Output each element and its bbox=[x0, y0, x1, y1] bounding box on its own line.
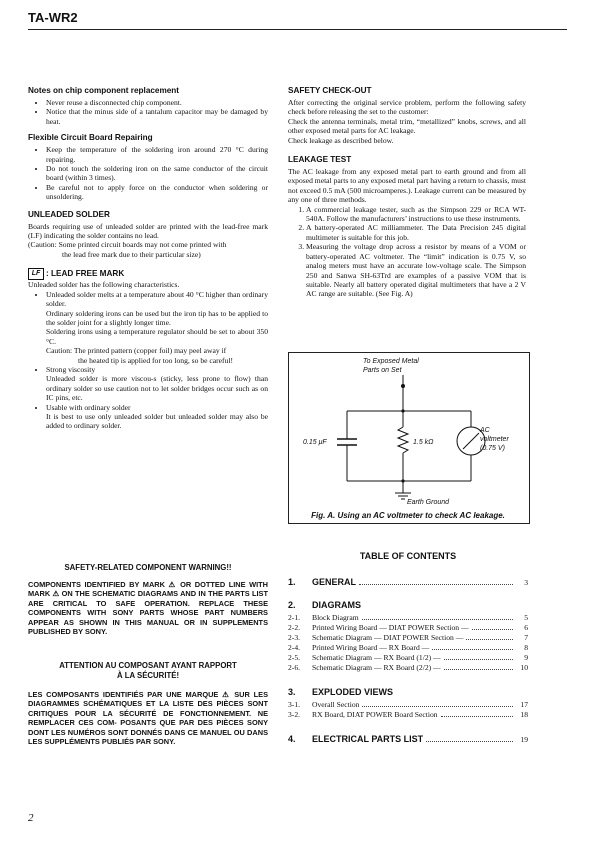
toc-item-number: 2-4. bbox=[288, 643, 301, 652]
list-item: 3. Measuring the voltage drop across a resistor by means of a VOM or battery-operated AC voltmeter. The “limit” indication is 0.75 V, so analog meters must have an accurate low-voltage scale. The Simpson 250 and Sanwa SH-63Trd are examples of a passive VOM that is suitable. Nearly all battery operated digital multimeters that have a 2 V AC range are suitable. (See Fig. A) bbox=[306, 242, 526, 298]
leakage-heading: LEAKAGE TEST bbox=[288, 155, 352, 165]
left-column bbox=[28, 86, 268, 431]
header-rule bbox=[28, 29, 567, 30]
leakage-circuit-diagram bbox=[289, 353, 529, 523]
figure-a bbox=[288, 352, 530, 524]
toc-item-label: Schematic Diagram — DIAT POWER Section — bbox=[312, 633, 464, 642]
toc-item[interactable] bbox=[288, 700, 528, 710]
warning-fr-text: LES COMPOSANTS IDENTIFIÉS PAR UNE MARQUE ⚠ SUR LES DIAGRAMMES SCHÉMATIQUES ET LA LISTE DES PIÈCES SONT CRITIQUES POUR LA SÉCURITÉ DE FONCTIONNEMENT. NE REMPLACER CES COM- POSANTS QUE PAR DES PIÈCES SONY DONT LES NUMÉROS SONT DONNÉS DANS CE MANUEL OU DANS LES SUPPLÉMENTS PUBLIÉS PAR SONY. bbox=[28, 690, 268, 747]
toc-section-label: DIAGRAMS bbox=[312, 600, 361, 610]
toc-page: 10 bbox=[520, 663, 528, 672]
page-number: 2 bbox=[28, 812, 34, 824]
toc-section-number: 3. bbox=[288, 687, 296, 697]
list-item-text: • Usable with ordinary solder bbox=[46, 402, 131, 412]
toc-section-diagrams[interactable] bbox=[288, 600, 528, 611]
list-item: • Notice that the minus side of a tantalum capacitor may be damaged by heat. bbox=[46, 107, 268, 126]
capacitor-label: 0.15 μF bbox=[303, 439, 327, 446]
safety-check-text-2: Check the antenna terminals, metal trim, “metallized” knobs, screws, and all other exposed metal parts for AC leakage. bbox=[288, 116, 526, 136]
toc-item[interactable] bbox=[288, 633, 528, 643]
toc-item[interactable] bbox=[288, 643, 528, 653]
resistor-label: 1.5 kΩ bbox=[413, 439, 434, 446]
toc-leader bbox=[362, 613, 513, 620]
toc-section-number: 4. bbox=[288, 734, 296, 744]
toc-leader bbox=[432, 643, 513, 650]
list-item-text: Ordinary soldering irons can be used but the iron tip has to be applied to the solder joint for a slightly longer time. bbox=[46, 308, 268, 327]
toc-section-number: 2. bbox=[288, 600, 296, 610]
lead-free-intro: Unleaded solder has the following characteristics. bbox=[28, 280, 180, 290]
toc-page: 17 bbox=[520, 700, 528, 709]
toc-item[interactable] bbox=[288, 653, 528, 663]
toc-section-label: GENERAL bbox=[312, 577, 357, 587]
list-item: • Keep the temperature of the soldering iron around 270 °C during repairing. bbox=[46, 145, 268, 164]
ac-label-1: AC bbox=[480, 427, 490, 434]
toc-item-label: Schematic Diagram — RX Board (1/2) — bbox=[312, 653, 441, 662]
toc-item-number: 3-1. bbox=[288, 700, 301, 709]
lead-free-list bbox=[28, 290, 268, 431]
toc-item-label: Block Diagram bbox=[312, 613, 359, 622]
warning-fr-title-1: ATTENTION AU COMPOSANT AYANT RAPPORT bbox=[59, 661, 237, 670]
unleaded-text: Boards requiring use of unleaded solder are printed with the lead-free mark (LF) indicating the solder contains no lead. bbox=[28, 221, 268, 241]
toc-title: TABLE OF CONTENTS bbox=[359, 551, 457, 561]
lead-free-mark-icon: LF bbox=[28, 268, 44, 280]
earth-ground-label: Earth Ground bbox=[407, 499, 450, 506]
toc-item-label: Printed Wiring Board — DIAT POWER Section — bbox=[312, 623, 469, 632]
flex-list bbox=[28, 145, 268, 201]
toc-leader bbox=[444, 663, 513, 670]
safety-check-text: After correcting the original service problem, perform the following safety check before releasing the set to the customer: bbox=[288, 98, 526, 117]
toc-leader bbox=[426, 734, 513, 742]
toc-leader bbox=[359, 577, 513, 585]
toc-page: 9 bbox=[524, 653, 528, 662]
to-metal-label-2: Parts on Set bbox=[363, 367, 402, 374]
toc-section-label: EXPLODED VIEWS bbox=[312, 687, 394, 697]
unleaded-caution: (Caution: Some printed circuit boards may not come printed with bbox=[28, 240, 227, 250]
toc-item-number: 2-3. bbox=[288, 633, 301, 642]
toc-item[interactable] bbox=[288, 623, 528, 633]
toc-item-number: 2-2. bbox=[288, 623, 301, 632]
toc-leader bbox=[362, 700, 513, 707]
toc-item[interactable] bbox=[288, 663, 528, 673]
toc-leader bbox=[444, 653, 513, 660]
list-item: • Be careful not to apply force on the conductor when soldering or unsoldering. bbox=[46, 183, 268, 202]
toc-item-number: 2-5. bbox=[288, 653, 301, 662]
list-item: • Do not touch the soldering iron on the same conductor of the circuit board (within 3 times). bbox=[46, 164, 268, 183]
toc-item-label: Overall Section bbox=[312, 700, 360, 709]
toc-item[interactable] bbox=[288, 613, 528, 623]
flex-heading: Flexible Circuit Board Repairing bbox=[28, 133, 153, 143]
list-item: 2. A battery-operated AC milliammeter. The Data Precision 245 digital multimeter is suitable for this job. bbox=[306, 223, 526, 242]
warning-en-title: SAFETY-RELATED COMPONENT WARNING!! bbox=[64, 563, 232, 572]
toc-item-label: RX Board, DIAT POWER Board Section bbox=[312, 710, 438, 719]
unleaded-heading: UNLEADED SOLDER bbox=[28, 209, 110, 219]
chip-heading: Notes on chip component replacement bbox=[28, 86, 180, 95]
toc-leader bbox=[472, 623, 513, 630]
list-item-text: • Unleaded solder melts at a temperature about 40 °C higher than ordinary solder. bbox=[46, 289, 268, 309]
toc-section-exploded[interactable] bbox=[288, 687, 528, 698]
ac-label-2: voltmeter bbox=[480, 436, 509, 443]
ac-label-3: (0.75 V) bbox=[480, 445, 505, 452]
list-item-text: Unleaded solder is more viscou-s (sticky, less prone to flow) than ordinary solder so use caution not to let solder bridges occur such as on IC pins, etc. bbox=[46, 374, 268, 403]
toc-page: 3 bbox=[524, 578, 528, 587]
leakage-text: The AC leakage from any exposed metal part to earth ground and from all exposed metal parts to any exposed metal part having a return to chassis, must not exceed 0.5 mA (500 microamperes.). Leakage current can be measured by any one of three methods. bbox=[288, 167, 526, 205]
warning-fr-title-2: À LA SÉCURITÉ! bbox=[116, 671, 180, 680]
toc-section-number: 1. bbox=[288, 577, 296, 587]
toc-item-label: Printed Wiring Board — RX Board — bbox=[312, 643, 430, 652]
safety-check-heading: SAFETY CHECK-OUT bbox=[288, 86, 372, 95]
list-item-caution: Caution: The printed pattern (copper foil) may peel away if bbox=[46, 346, 227, 356]
model-number: TA-WR2 bbox=[28, 10, 78, 25]
list-item-text: • Strong viscosity bbox=[46, 364, 96, 374]
toc-page: 5 bbox=[524, 613, 528, 622]
list-item-text: It is best to use only unleaded solder but unleaded solder may also be added to ordinary solder. bbox=[46, 411, 268, 431]
unleaded-caution-cont: the lead free mark due to their particular size) bbox=[62, 249, 201, 259]
list-item bbox=[46, 403, 268, 431]
toc-page: 8 bbox=[524, 643, 528, 652]
toc-item-number: 3-2. bbox=[288, 710, 301, 719]
warning-en-text: COMPONENTS IDENTIFIED BY MARK ⚠ OR DOTTED LINE WITH MARK ⚠ ON THE SCHEMATIC DIAGRAMS AND IN THE PARTS LIST ARE CRITICAL TO SAFE OPERATION. REPLACE THESE COMPONENTS WITH SONY PARTS WHOSE PART NUMBERS APPEAR AS SHOWN IN THIS MANUAL OR IN SUPPLEMENTS PUBLISHED BY SONY. bbox=[28, 580, 268, 637]
toc-leader bbox=[441, 710, 513, 717]
toc-section-parts-list[interactable] bbox=[288, 734, 528, 745]
list-item-text: Soldering irons using a temperature regulator should be set to about 350 °C. bbox=[46, 327, 268, 346]
list-item: 1. A commercial leakage tester, such as the Simpson 229 or RCA WT-540A. Follow the manufacturers’ instructions to use these instruments. bbox=[306, 205, 526, 224]
toc-page: 6 bbox=[524, 623, 528, 632]
toc-section-general[interactable] bbox=[288, 577, 528, 588]
toc-item-number: 2-1. bbox=[288, 613, 301, 622]
toc-section-label: ELECTRICAL PARTS LIST bbox=[312, 734, 424, 744]
toc-item-number: 2-6. bbox=[288, 663, 301, 672]
lead-free-heading: : LEAD FREE MARK bbox=[46, 269, 125, 279]
figure-caption: Fig. A. Using an AC voltmeter to check AC leakage. bbox=[311, 511, 505, 520]
list-item: • Never reuse a disconnected chip component. bbox=[46, 98, 268, 107]
safety-check-text-3: Check leakage as described below. bbox=[288, 135, 394, 145]
leakage-list bbox=[288, 205, 526, 299]
toc-item-label: Schematic Diagram — RX Board (2/2) — bbox=[312, 663, 441, 672]
chip-list bbox=[28, 98, 268, 126]
list-item-caution-cont: the heated tip is applied for too long, so be careful! bbox=[78, 355, 233, 365]
list-item bbox=[46, 365, 268, 403]
toc-page: 7 bbox=[524, 633, 528, 642]
right-column bbox=[288, 86, 526, 299]
toc-page: 19 bbox=[520, 735, 528, 744]
toc-item[interactable] bbox=[288, 710, 528, 720]
list-item bbox=[46, 290, 268, 365]
to-metal-label-1: To Exposed Metal bbox=[363, 358, 419, 365]
toc-page: 18 bbox=[520, 710, 528, 719]
lead-free-heading-row bbox=[28, 268, 268, 280]
toc-leader bbox=[466, 633, 513, 640]
